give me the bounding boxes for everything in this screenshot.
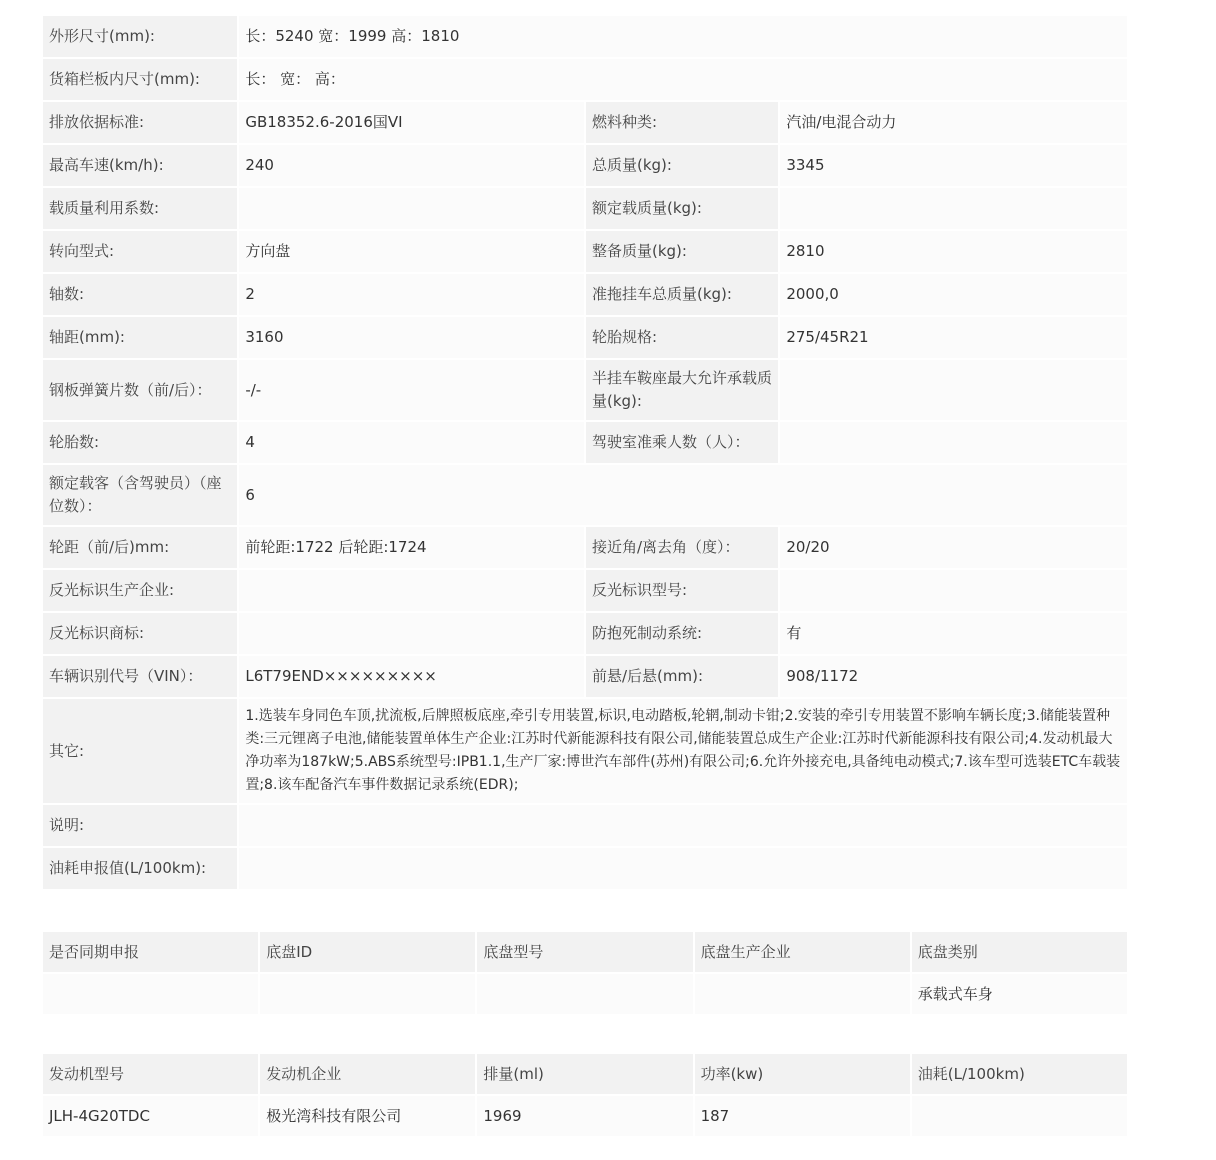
table-cell: JLH-4G20TDC bbox=[43, 1096, 258, 1136]
steering-value: 方向盘 bbox=[239, 231, 584, 272]
table-cell: 1969 bbox=[477, 1096, 692, 1136]
tire-spec-value: 275/45R21 bbox=[780, 317, 1127, 358]
tire-spec-label: 轮胎规格: bbox=[586, 317, 778, 358]
abs-label: 防抱死制动系统: bbox=[586, 613, 778, 654]
vin-value: L6T79END××××××××× bbox=[239, 656, 584, 697]
table-row bbox=[43, 317, 1127, 358]
table-cell: 极光湾科技有限公司 bbox=[260, 1096, 475, 1136]
note-value bbox=[239, 805, 1127, 846]
column-header: 底盘型号 bbox=[477, 932, 692, 972]
table-cell bbox=[260, 974, 475, 1014]
note-label: 说明: bbox=[43, 805, 237, 846]
reflector-model-value bbox=[780, 570, 1127, 611]
table-row bbox=[43, 1096, 1127, 1136]
table-row bbox=[43, 570, 1127, 611]
cargo-dims-label: 货箱栏板内尺寸(mm): bbox=[43, 59, 237, 100]
table-cell: 承载式车身 bbox=[912, 974, 1127, 1014]
table-row bbox=[43, 465, 1127, 525]
reflector-maker-label: 反光标识生产企业: bbox=[43, 570, 237, 611]
tire-count-label: 轮胎数: bbox=[43, 422, 237, 463]
table-row bbox=[43, 188, 1127, 229]
vin-label: 车辆识别代号（VIN）： bbox=[43, 656, 237, 697]
saddle-load-label: 半挂车鞍座最大允许承载质量(kg): bbox=[586, 360, 778, 420]
engine-table bbox=[41, 1052, 1129, 1138]
axles-value: 2 bbox=[239, 274, 584, 315]
steering-label: 转向型式: bbox=[43, 231, 237, 272]
fuel-type-value: 汽油/电混合动力 bbox=[780, 102, 1127, 143]
table-row bbox=[43, 527, 1127, 568]
table-row bbox=[43, 805, 1127, 846]
column-header: 底盘ID bbox=[260, 932, 475, 972]
table-cell: 187 bbox=[695, 1096, 910, 1136]
table-row bbox=[43, 102, 1127, 143]
trailer-mass-label: 准拖挂车总质量(kg): bbox=[586, 274, 778, 315]
column-header: 油耗(L/100km) bbox=[912, 1054, 1127, 1094]
track-value: 前轮距:1722 后轮距:1724 bbox=[239, 527, 584, 568]
total-mass-value: 3345 bbox=[780, 145, 1127, 186]
overhang-value: 908/1172 bbox=[780, 656, 1127, 697]
axles-label: 轴数: bbox=[43, 274, 237, 315]
column-header: 发动机企业 bbox=[260, 1054, 475, 1094]
saddle-load-value bbox=[780, 360, 1127, 420]
emission-value: GB18352.6-2016国VI bbox=[239, 102, 584, 143]
max-speed-value: 240 bbox=[239, 145, 584, 186]
curb-mass-value: 2810 bbox=[780, 231, 1127, 272]
table-header-row bbox=[43, 932, 1127, 972]
cargo-dims-value: 长： 宽： 高： bbox=[239, 59, 1127, 100]
angles-label: 接近角/离去角（度）： bbox=[586, 527, 778, 568]
other-value: 1.选装车身同色车顶,扰流板,后牌照板底座,牵引专用装置,标识,电动踏板,轮辋,制动卡钳;2.安装的牵引专用装置不影响车辆长度;3.储能装置种类:三元锂离子电池,储能装置单体生产企业:江苏时代新能源科技有限公司,储能装置总成生产企业:江苏时代新能源科技有限公司;4.发动机最大净功率为187kW;5.ABS系统型号:IPB1.1,生产厂家:博世汽车部件(苏州)有限公司;6.允许外接充电,具备纯电动模式;7.该车型可选装ETC车载装置;8.该车配备汽车事件数据记录系统(EDR); bbox=[239, 699, 1127, 803]
tire-count-value: 4 bbox=[239, 422, 584, 463]
column-header: 底盘生产企业 bbox=[695, 932, 910, 972]
emission-label: 排放依据标准: bbox=[43, 102, 237, 143]
cab-capacity-label: 驾驶室准乘人数（人）： bbox=[586, 422, 778, 463]
reflector-brand-value bbox=[239, 613, 584, 654]
fuel-consumption-label: 油耗申报值(L/100km): bbox=[43, 848, 237, 889]
table-row bbox=[43, 16, 1127, 57]
table-row bbox=[43, 59, 1127, 100]
column-header: 排量(ml) bbox=[477, 1054, 692, 1094]
table-row bbox=[43, 848, 1127, 889]
column-header: 功率(kw) bbox=[695, 1054, 910, 1094]
vehicle-spec-table bbox=[41, 14, 1129, 891]
rated-load-label: 额定载质量(kg): bbox=[586, 188, 778, 229]
reflector-maker-value bbox=[239, 570, 584, 611]
other-label: 其它: bbox=[43, 699, 237, 803]
reflector-model-label: 反光标识型号: bbox=[586, 570, 778, 611]
table-row bbox=[43, 699, 1127, 803]
overhang-label: 前悬/后悬(mm): bbox=[586, 656, 778, 697]
table-cell bbox=[43, 974, 258, 1014]
table-row bbox=[43, 231, 1127, 272]
chassis-table bbox=[41, 930, 1129, 1016]
seats-label: 额定载客（含驾驶员）（座位数）： bbox=[43, 465, 237, 525]
wheelbase-label: 轴距(mm): bbox=[43, 317, 237, 358]
column-header: 发动机型号 bbox=[43, 1054, 258, 1094]
table-row bbox=[43, 613, 1127, 654]
trailer-mass-value: 2000,0 bbox=[780, 274, 1127, 315]
table-cell bbox=[477, 974, 692, 1014]
rated-load-value bbox=[780, 188, 1127, 229]
cab-capacity-value bbox=[780, 422, 1127, 463]
reflector-brand-label: 反光标识商标: bbox=[43, 613, 237, 654]
wheelbase-value: 3160 bbox=[239, 317, 584, 358]
springs-label: 钢板弹簧片数（前/后）： bbox=[43, 360, 237, 420]
table-header-row bbox=[43, 1054, 1127, 1094]
table-row bbox=[43, 422, 1127, 463]
total-mass-label: 总质量(kg): bbox=[586, 145, 778, 186]
load-coef-label: 载质量利用系数: bbox=[43, 188, 237, 229]
column-header: 底盘类别 bbox=[912, 932, 1127, 972]
track-label: 轮距（前/后)mm: bbox=[43, 527, 237, 568]
fuel-type-label: 燃料种类: bbox=[586, 102, 778, 143]
seats-value: 6 bbox=[239, 465, 1127, 525]
table-cell bbox=[695, 974, 910, 1014]
fuel-consumption-value bbox=[239, 848, 1127, 889]
springs-value: -/- bbox=[239, 360, 584, 420]
dims-label: 外形尺寸(mm): bbox=[43, 16, 237, 57]
table-row bbox=[43, 974, 1127, 1014]
angles-value: 20/20 bbox=[780, 527, 1127, 568]
table-row bbox=[43, 274, 1127, 315]
max-speed-label: 最高车速(km/h): bbox=[43, 145, 237, 186]
column-header: 是否同期申报 bbox=[43, 932, 258, 972]
table-row bbox=[43, 656, 1127, 697]
dims-value: 长：5240 宽：1999 高：1810 bbox=[239, 16, 1127, 57]
table-row bbox=[43, 360, 1127, 420]
table-cell bbox=[912, 1096, 1127, 1136]
abs-value: 有 bbox=[780, 613, 1127, 654]
curb-mass-label: 整备质量(kg): bbox=[586, 231, 778, 272]
load-coef-value bbox=[239, 188, 584, 229]
table-row bbox=[43, 145, 1127, 186]
